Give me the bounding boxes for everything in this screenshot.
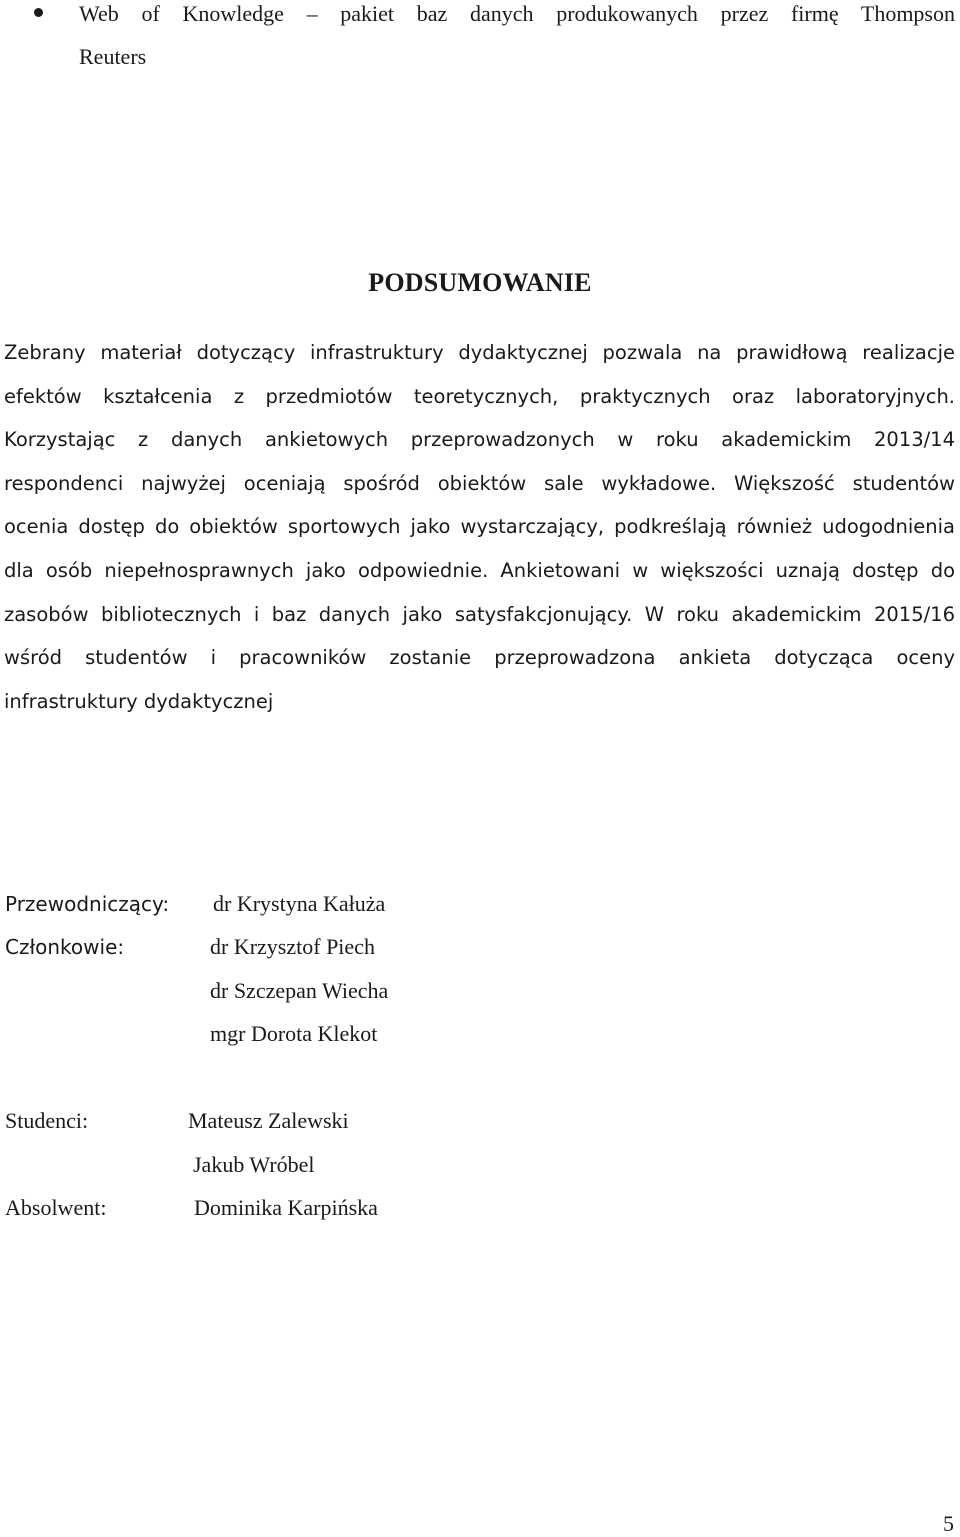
summary-line: efektów kształcenia z przedmiotów teoretycznych, praktycznych oraz laboratoryjnych. — [4, 384, 955, 408]
bullet-item-line-2: Reuters — [79, 44, 147, 69]
summary-line: Korzystając z danych ankietowych przeprowadzonych w roku akademickim 2013/14 — [4, 428, 955, 452]
graduate-name: Dominika Karpińska — [194, 1195, 378, 1220]
member-name: dr Krzysztof Piech — [210, 934, 375, 959]
section-heading: PODSUMOWANIE — [368, 268, 592, 297]
member-name: mgr Dorota Klekot — [210, 1021, 378, 1046]
graduate-label: Absolwent: — [5, 1195, 107, 1220]
members-label: Członkowie: — [5, 935, 125, 959]
student-name: Jakub Wróbel — [193, 1152, 315, 1177]
summary-line: dla osób niepełnosprawnych jako odpowiednie. Ankietowani w większości uznają dostęp do — [4, 558, 955, 582]
summary-line: respondenci najwyżej oceniają spośród obiektów sale wykładowe. Większość studentów — [4, 471, 955, 495]
bullet-point-icon — [34, 8, 43, 17]
page-number: 5 — [943, 1511, 954, 1536]
summary-paragraph — [4, 331, 955, 723]
summary-line: wśród studentów i pracowników zostanie przeprowadzona ankieta dotycząca oceny — [4, 646, 955, 670]
chair-label: Przewodniczący: — [5, 892, 170, 916]
students-label: Studenci: — [5, 1108, 89, 1133]
summary-line: infrastruktury dydaktycznej — [4, 689, 274, 713]
bullet-item-text — [79, 0, 955, 78]
summary-line: Zebrany materiał dotyczący infrastruktury dydaktycznej pozwala na prawidłową realizacje — [4, 341, 955, 364]
student-name: Mateusz Zalewski — [188, 1108, 349, 1133]
bullet-item-line-1: Web of Knowledge – pakiet baz danych produkowanych przez firmę Thompson — [79, 1, 955, 26]
summary-line: ocenia dostęp do obiektów sportowych jako wystarczający, podkreślają również udogodnienia — [4, 515, 955, 539]
summary-line: zasobów bibliotecznych i baz danych jako satysfakcjonujący. W roku akademickim 2015/16 — [4, 602, 955, 626]
member-name: dr Szczepan Wiecha — [210, 978, 389, 1003]
chair-name: dr Krystyna Kałuża — [213, 891, 386, 916]
